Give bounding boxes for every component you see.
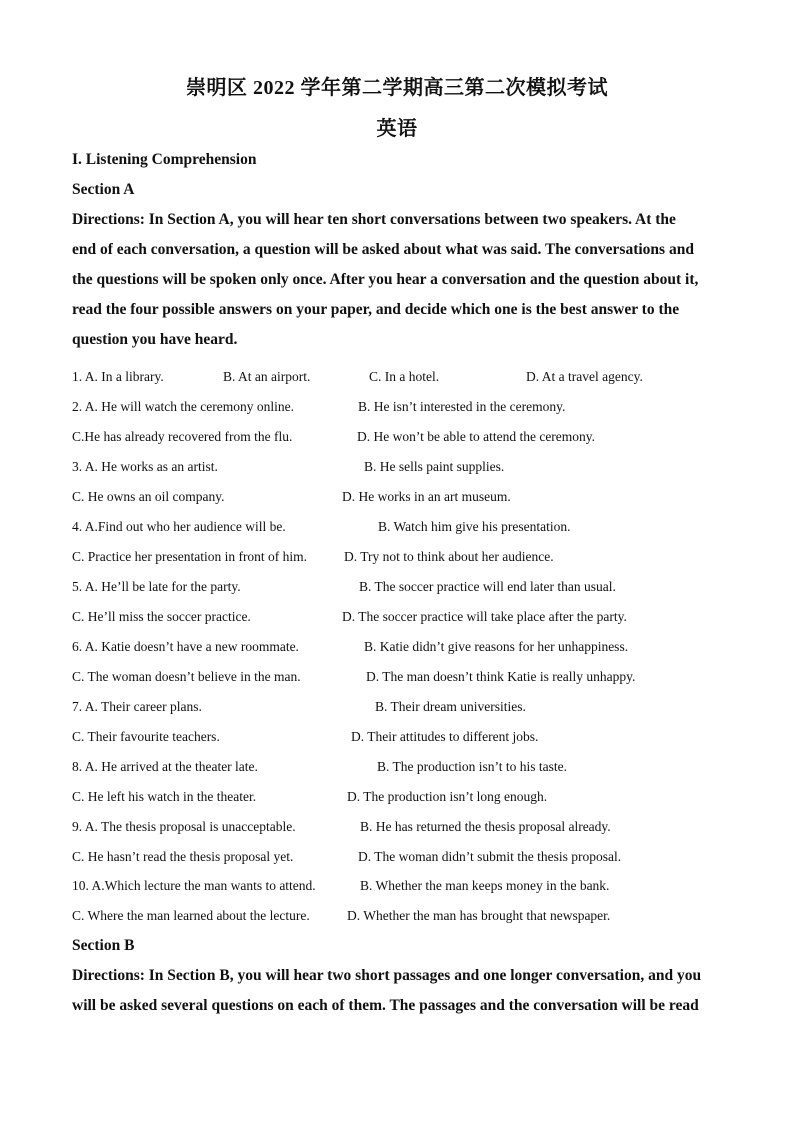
q9-option-b: B. He has returned the thesis proposal already. xyxy=(360,819,611,834)
q8-option-a: 8. A. He arrived at the theater late. xyxy=(72,759,258,774)
section-b-heading: Section B xyxy=(72,937,135,954)
q3-option-d: D. He works in an art museum. xyxy=(342,489,511,504)
q3-option-b: B. He sells paint supplies. xyxy=(364,459,505,474)
section-a-heading: Section A xyxy=(72,181,135,198)
q2-option-a: 2. A. He will watch the ceremony online. xyxy=(72,399,294,414)
directions-line: will be asked several questions on each of them. The passages and the conversation will be read xyxy=(72,997,699,1014)
q6-option-c: C. The woman doesn’t believe in the man. xyxy=(72,669,301,684)
q4-option-b: B. Watch him give his presentation. xyxy=(378,519,571,534)
exam-title: 崇明区 2022 学年第二学期高三第二次模拟考试 xyxy=(186,77,608,99)
part-heading: I. Listening Comprehension xyxy=(72,151,257,168)
q6-option-d: D. The man doesn’t think Katie is really unhappy. xyxy=(366,669,636,684)
q2-option-c: C.He has already recovered from the flu. xyxy=(72,429,293,444)
q10-option-a: 10. A.Which lecture the man wants to attend. xyxy=(72,878,316,893)
q7-option-b: B. Their dream universities. xyxy=(375,699,526,714)
q9-option-c: C. He hasn’t read the thesis proposal yet. xyxy=(72,849,294,864)
q7-option-c: C. Their favourite teachers. xyxy=(72,729,220,744)
directions-line: Directions: In Section B, you will hear two short passages and one longer conversation, and you xyxy=(72,967,702,984)
directions-line: the questions will be spoken only once. After you hear a conversation and the question about it, xyxy=(72,271,699,288)
subject-title: 英语 xyxy=(376,118,418,140)
q2-option-d: D. He won’t be able to attend the ceremony. xyxy=(357,429,596,444)
directions-line: end of each conversation, a question will be asked about what was said. The conversations and xyxy=(72,241,694,258)
directions-line: read the four possible answers on your paper, and decide which one is the best answer to the xyxy=(72,301,680,318)
directions-line: question you have heard. xyxy=(72,331,238,348)
q1-option-a: 1. A. In a library. xyxy=(72,369,164,384)
q9-option-a: 9. A. The thesis proposal is unacceptable. xyxy=(72,819,296,834)
q8-option-c: C. He left his watch in the theater. xyxy=(72,789,257,804)
q10-option-b: B. Whether the man keeps money in the bank. xyxy=(360,878,610,893)
q4-option-a: 4. A.Find out who her audience will be. xyxy=(72,519,286,534)
q3-option-a: 3. A. He works as an artist. xyxy=(72,459,218,474)
q3-option-c: C. He owns an oil company. xyxy=(72,489,225,504)
q9-option-d: D. The woman didn’t submit the thesis proposal. xyxy=(358,849,622,864)
q5-option-d: D. The soccer practice will take place after the party. xyxy=(342,609,627,624)
q7-option-d: D. Their attitudes to different jobs. xyxy=(351,729,539,744)
q1-option-b: B. At an airport. xyxy=(223,369,311,384)
q5-option-c: C. He’ll miss the soccer practice. xyxy=(72,609,251,624)
q1-option-d: D. At a travel agency. xyxy=(526,369,643,384)
q5-option-a: 5. A. He’ll be late for the party. xyxy=(72,579,241,594)
q6-option-b: B. Katie didn’t give reasons for her unhappiness. xyxy=(364,639,629,654)
q1-option-c: C. In a hotel. xyxy=(369,369,440,384)
q6-option-a: 6. A. Katie doesn’t have a new roommate. xyxy=(72,639,299,654)
q8-option-d: D. The production isn’t long enough. xyxy=(347,789,548,804)
q4-option-c: C. Practice her presentation in front of him. xyxy=(72,549,308,564)
q5-option-b: B. The soccer practice will end later than usual. xyxy=(359,579,616,594)
q7-option-a: 7. A. Their career plans. xyxy=(72,699,202,714)
q10-option-d: D. Whether the man has brought that newspaper. xyxy=(347,908,611,923)
q10-option-c: C. Where the man learned about the lecture. xyxy=(72,908,310,923)
directions-line: Directions: In Section A, you will hear ten short conversations between two speakers. At the xyxy=(72,211,676,228)
q2-option-b: B. He isn’t interested in the ceremony. xyxy=(358,399,566,414)
q4-option-d: D. Try not to think about her audience. xyxy=(344,549,554,564)
q8-option-b: B. The production isn’t to his taste. xyxy=(377,759,567,774)
